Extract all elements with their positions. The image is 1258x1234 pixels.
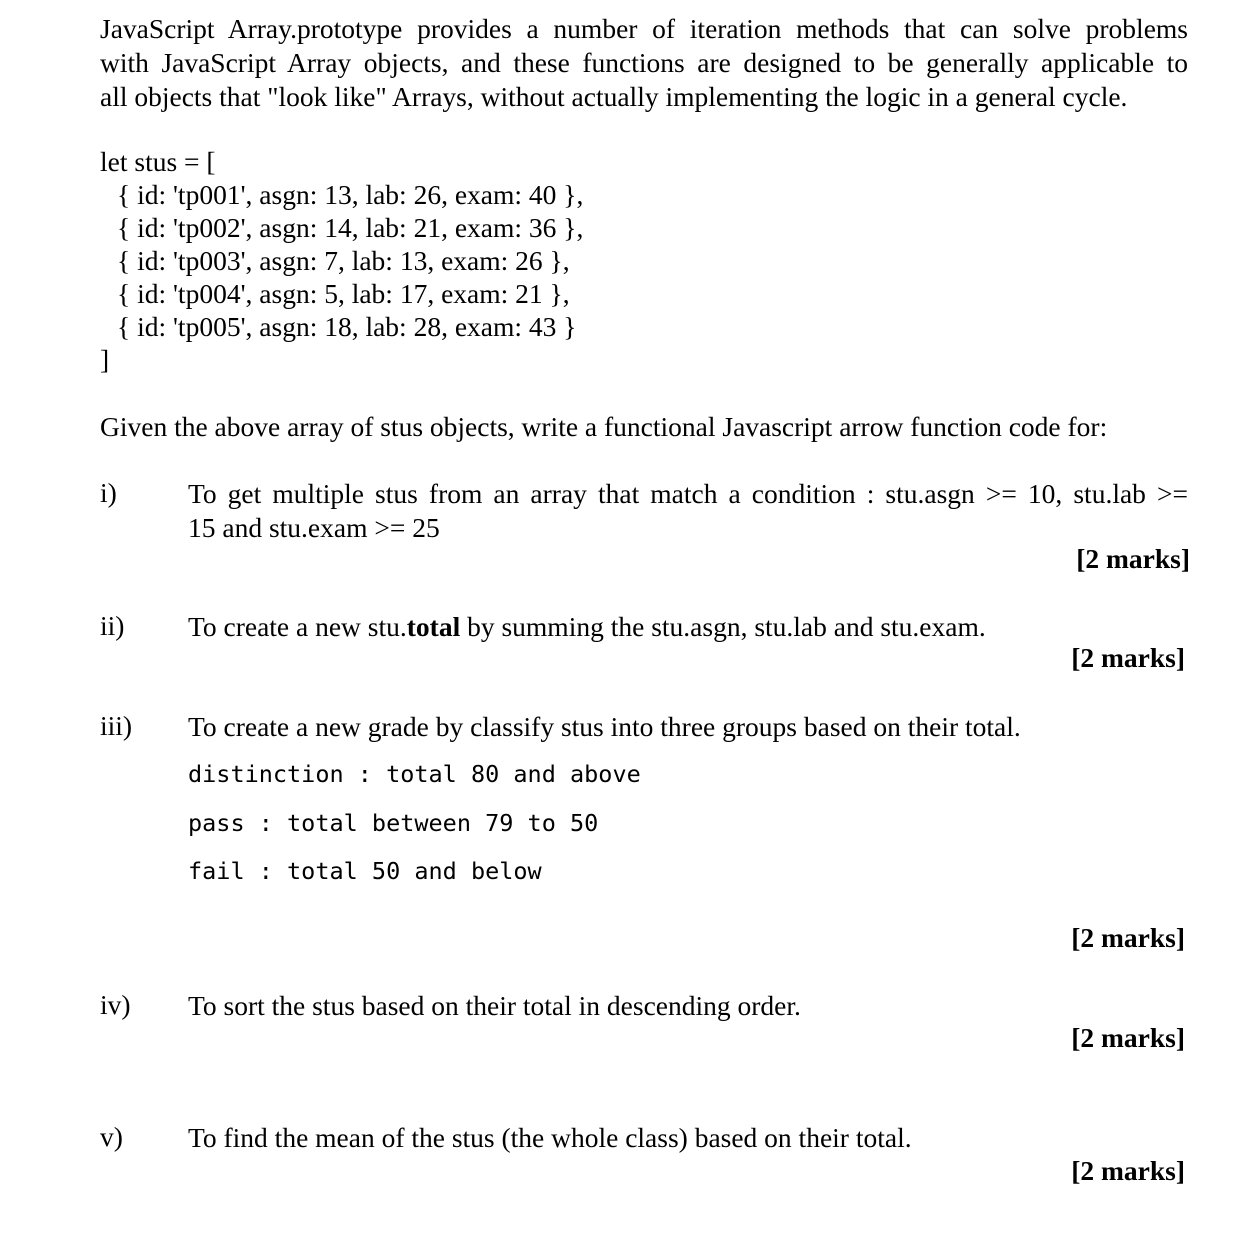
intro-line: JavaScript Array.prototype provides a number of iteration methods that can solve problems: [100, 13, 1188, 44]
marks-label: [2 marks]: [1071, 642, 1185, 673]
criteria-line: pass : total between 79 to 50: [188, 809, 599, 837]
question-text-part: by summing the stu.asgn, stu.lab and stu.exam.: [460, 611, 986, 642]
criteria-line: distinction : total 80 and above: [188, 760, 641, 788]
code-row: { id: 'tp001', asgn: 13, lab: 26, exam: 40 },: [117, 179, 584, 210]
question-number: v): [100, 1121, 123, 1152]
intro-line: with JavaScript Array objects, and these functions are designed to be generally applicable to: [100, 47, 1188, 78]
marks-label: [2 marks]: [1071, 1155, 1185, 1186]
question-text: [188, 477, 1188, 545]
question-text-part: To create a new stu.: [188, 611, 407, 642]
question-number: i): [100, 477, 117, 508]
marks-label: [2 marks]: [1076, 543, 1190, 574]
code-row: { id: 'tp002', asgn: 14, lab: 21, exam: 36 },: [117, 212, 584, 243]
code-open-line: let stus = [: [100, 146, 216, 177]
code-row: { id: 'tp003', asgn: 7, lab: 13, exam: 26 },: [117, 245, 570, 276]
question-number: ii): [100, 610, 125, 641]
question-prompt: Given the above array of stus objects, write a functional Javascript arrow function code for:: [100, 411, 1108, 442]
question-text: To find the mean of the stus (the whole class) based on their total.: [188, 1122, 912, 1153]
intro-line: all objects that "look like" Arrays, without actually implementing the logic in a general cycle.: [100, 81, 1128, 112]
question-text-line: To get multiple stus from an array that match a condition : stu.asgn >= 10, stu.lab >=: [188, 478, 1188, 509]
question-number: iv): [100, 989, 131, 1020]
marks-label: [2 marks]: [1071, 922, 1185, 953]
intro-paragraph: [100, 12, 1188, 114]
question-text: [188, 610, 986, 644]
marks-label: [2 marks]: [1071, 1022, 1185, 1053]
question-text: To sort the stus based on their total in descending order.: [188, 990, 801, 1021]
question-number: iii): [100, 710, 133, 741]
code-row: { id: 'tp005', asgn: 18, lab: 28, exam: 43 }: [117, 311, 577, 342]
code-close-line: ]: [100, 344, 110, 375]
code-row: { id: 'tp004', asgn: 5, lab: 17, exam: 21 },: [117, 278, 570, 309]
question-text: To create a new grade by classify stus into three groups based on their total.: [188, 711, 1021, 742]
criteria-line: fail : total 50 and below: [188, 857, 542, 885]
question-text-line: 15 and stu.exam >= 25: [188, 512, 440, 543]
question-text-bold: total: [406, 611, 461, 642]
